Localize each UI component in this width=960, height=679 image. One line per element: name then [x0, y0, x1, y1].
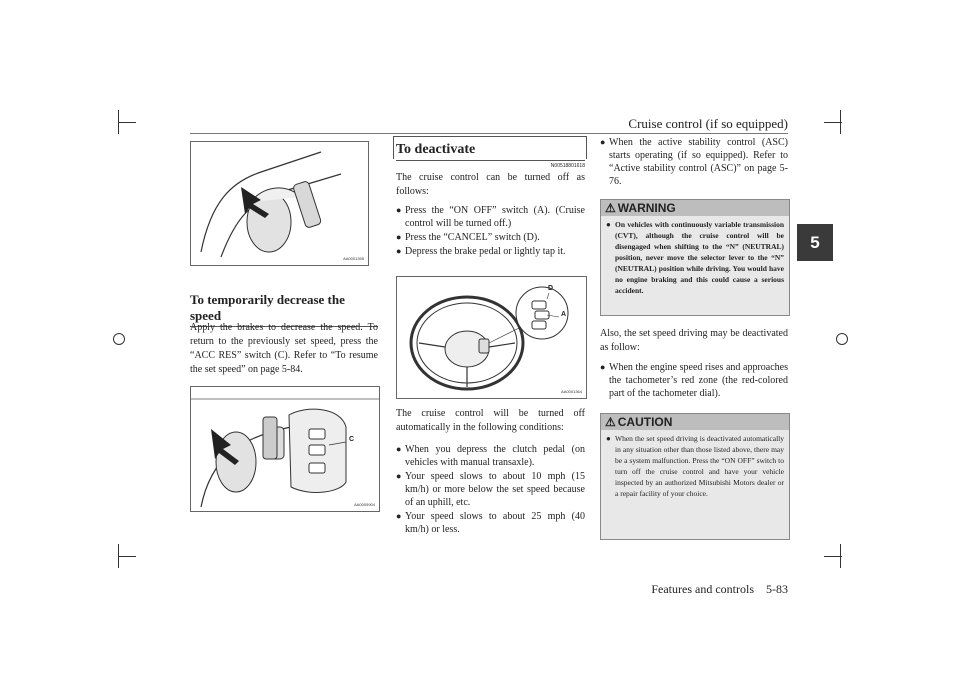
caution-body	[601, 430, 789, 504]
list-item: ● When the set speed driving is deactivated automatically in any situation other than those listed above, there may be a system malfunction. Press the “ON OFF” switch to turn off the cruise control and have your vehicle inspected by an authorized Mitsubishi Motors dealer or a repair facility of your choice.	[606, 434, 784, 498]
deactivate-intro: The cruise control can be turned off as follows:	[396, 172, 585, 197]
list-item: ● When the engine speed rises and approaches the tachometer’s red zone (the red-colored part of the tachometer dial).	[600, 362, 788, 399]
warning-body	[601, 216, 789, 301]
figure-code: AA0001395	[343, 256, 364, 261]
figure-label-d: D	[548, 285, 554, 292]
registration-mark	[113, 333, 125, 345]
figure-label-c: C	[349, 436, 355, 443]
list-item: ● Your speed slows to about 10 mph (15 km/h) or more below the set speed because of an uphill, etc.	[396, 471, 585, 508]
crop-mark	[824, 556, 842, 557]
list-item: ● Depress the brake pedal or lightly tap it.	[396, 246, 566, 257]
steering-column-illustration	[191, 142, 368, 265]
steering-switch-illustration	[191, 387, 379, 511]
crop-mark	[824, 122, 842, 123]
also-deactivated-text: Also, the set speed driving may be deactivated as follow:	[600, 328, 788, 353]
reference-code: N00518801618	[550, 163, 585, 169]
figure-code: AA0005904	[354, 502, 375, 507]
steering-wheel-illustration	[397, 277, 586, 398]
list-item: ● Press the “ON OFF” switch (A). (Cruise control will be turned off.)	[396, 205, 585, 229]
caution-header	[601, 414, 789, 430]
section-heading-decrease-speed: To temporarily decrease the speed	[190, 292, 378, 327]
warning-header	[601, 200, 789, 216]
decrease-speed-paragraph: Apply the brakes to decrease the speed. To return to the previously set speed, press the “ACC RES” switch (C). Refer to “To resume the set speed” on page 5-84.	[190, 322, 378, 375]
auto-deactivate-intro: The cruise control will be turned off automatically in the following conditions:	[396, 408, 585, 433]
deactivate-list	[396, 204, 585, 259]
header-rule	[190, 133, 788, 134]
figure-steering-lever	[190, 141, 369, 266]
registration-mark	[836, 333, 848, 345]
engine-list	[600, 361, 788, 401]
warning-box	[600, 199, 790, 316]
page-footer: Features and controls 5-83	[651, 582, 788, 596]
auto-deactivate-list	[396, 443, 585, 537]
figure-switch-c	[190, 386, 380, 512]
caution-icon: ⚠	[605, 415, 616, 429]
warning-title: WARNING	[617, 201, 676, 215]
figure-code: AA0001364	[561, 389, 582, 394]
crop-mark	[118, 122, 136, 123]
list-item: ● When you depress the clutch pedal (on vehicles with manual transaxle).	[396, 444, 585, 468]
list-item: ● Press the “CANCEL” switch (D).	[396, 232, 540, 243]
page-header-title: Cruise control (if so equipped)	[628, 116, 788, 131]
asc-list	[600, 136, 788, 189]
section-heading-deactivate: To deactivate	[396, 142, 585, 161]
caution-title: CAUTION	[617, 415, 673, 429]
list-item: ● On vehicles with continuously variable transmission (CVT), although the cruise control will be disengaged when shifting to the “N” (NEUTRAL) position, never move the selector lever to the “N” (NEUTRAL) position while driving. You would have no engine braking and this could cause a serious accident.	[606, 220, 784, 295]
figure-label-a: A	[561, 311, 567, 318]
figure-steering-wheel	[396, 276, 587, 399]
warning-icon: ⚠	[605, 201, 616, 215]
crop-mark	[118, 556, 136, 557]
chapter-tab: 5	[797, 224, 833, 261]
caution-box	[600, 413, 790, 540]
list-item: ● Your speed slows to about 25 mph (40 km/h) or less.	[396, 511, 585, 535]
list-item: ● When the active stability control (ASC) starts operating (if so equipped). Refer to “Active stability control (ASC)” on page 5-76.	[600, 137, 788, 187]
